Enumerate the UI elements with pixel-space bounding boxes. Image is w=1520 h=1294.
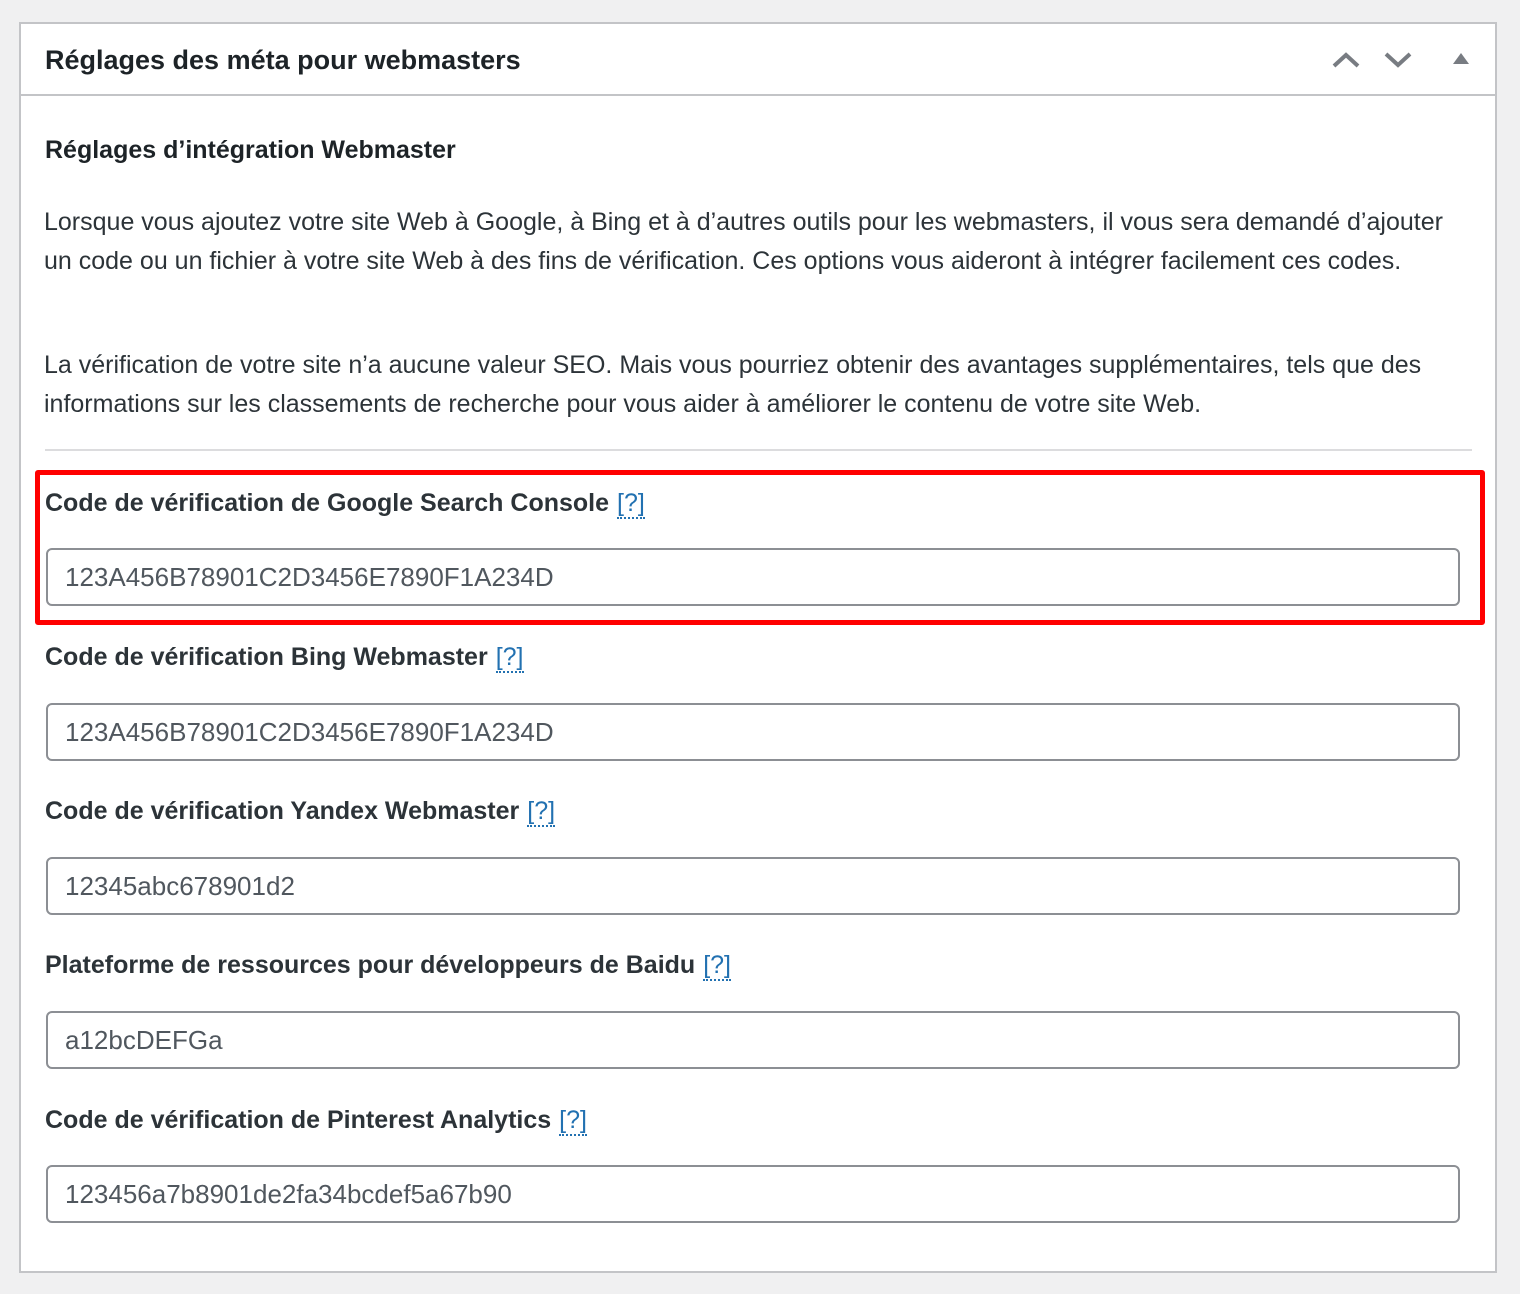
- section-heading: Réglages d’intégration Webmaster: [45, 136, 456, 164]
- baidu-label-text: Plateforme de ressources pour développeurs de Baidu: [45, 951, 696, 979]
- yandex-help-link[interactable]: [?]: [527, 797, 556, 825]
- move-up-button[interactable]: [1326, 44, 1366, 76]
- baidu-help-link[interactable]: [?]: [703, 951, 731, 979]
- chevron-down-icon: [1378, 44, 1418, 76]
- pinterest-label: [45, 1105, 587, 1135]
- move-down-button[interactable]: [1378, 44, 1418, 76]
- pinterest-label-text: Code de vérification de Pinterest Analytics: [45, 1106, 552, 1134]
- panel-title: Réglages des méta pour webmasters: [45, 45, 521, 75]
- bing-help-link[interactable]: [?]: [495, 643, 524, 671]
- chevron-up-icon: [1326, 44, 1366, 76]
- google-label: [45, 488, 645, 518]
- intro-paragraph: Lorsque vous ajoutez votre site Web à Google, à Bing et à d’autres outils pour les webmasters, il vous sera demandé d’ajouter un code ou un fichier à votre site Web à des fins de vérification. Ces options vous aideront à intégrer facilement ces codes.: [44, 208, 1443, 275]
- pinterest-verification-input[interactable]: [46, 1165, 1460, 1223]
- seo-note-paragraph: La vérification de votre site n’a aucune valeur SEO. Mais vous pourriez obtenir des avantages supplémentaires, tels que des informations sur les classements de recherche pour vous aider à améliorer le contenu de votre site Web.: [44, 351, 1422, 418]
- google-verification-input[interactable]: [46, 548, 1460, 606]
- google-label-text: Code de vérification de Google Search Console: [45, 489, 610, 517]
- yandex-label-text: Code de vérification Yandex Webmaster: [45, 797, 520, 825]
- bing-verification-input[interactable]: [46, 703, 1460, 761]
- divider: [45, 449, 1472, 451]
- toggle-panel-button[interactable]: [1441, 44, 1481, 76]
- yandex-label: [45, 796, 555, 826]
- baidu-verification-input[interactable]: [46, 1011, 1460, 1069]
- baidu-label: [45, 950, 731, 980]
- bing-label-text: Code de vérification Bing Webmaster: [45, 643, 488, 671]
- panel-header: [19, 22, 1497, 96]
- triangle-up-icon: [1441, 44, 1481, 76]
- yandex-verification-input[interactable]: [46, 857, 1460, 915]
- bing-label: [45, 642, 524, 672]
- pinterest-help-link[interactable]: [?]: [559, 1106, 587, 1134]
- google-help-link[interactable]: [?]: [617, 489, 645, 517]
